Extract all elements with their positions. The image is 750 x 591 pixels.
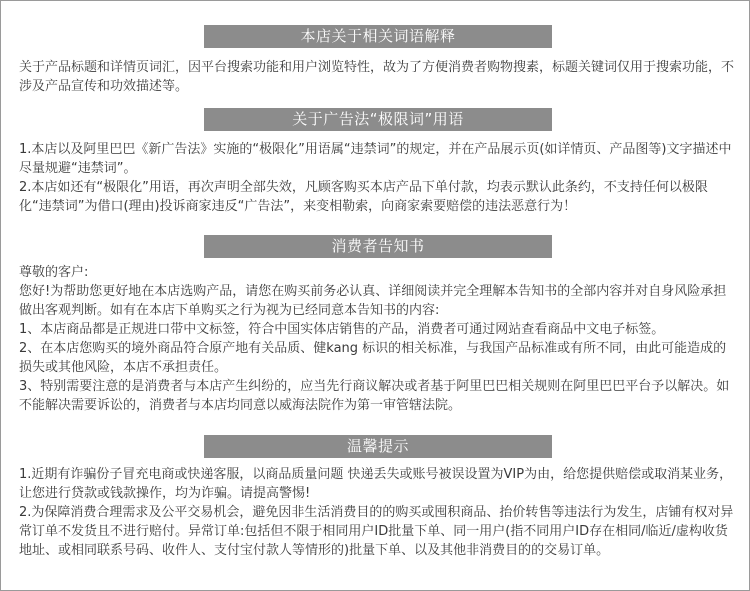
paragraph: 1.本店以及阿里巴巴《新广告法》实施的“极限化”用语属“违禁词”的规定，并在产品展示页(如详情页、产品图等)文字描述中尽量规避“违禁词”。 (19, 142, 732, 176)
section-body-terms (19, 58, 734, 96)
section-body-ad-law (19, 140, 734, 216)
section-body-consumer-notice (19, 263, 734, 415)
paragraph: 1.近期有诈骗份子冒充电商或快递客服，以商品质量问题 快递丢失或账号被误设置为VIP为由，给您提供赔偿或取消某业务，让您进行贷款或钱款操作，均为诈骗。请提高警惕! (19, 467, 733, 501)
section-title-terms: 本店关于相关词语解释 (204, 25, 552, 48)
section-title-ad-law: 关于广告法“极限词”用语 (204, 108, 552, 131)
paragraph: 2、在本店您购买的境外商品符合原产地有关品质、健kang 标识的相关标准，与我国产品标准或有所不同，由此可能造成的损失或其他风险，本店不承担责任。 (19, 341, 727, 375)
paragraph: 您好!为帮助您更好地在本店选购产品，请您在购买前务必认真、详细阅读并完全理解本告知书的全部内容并对自身风险承担做出客观判断。如有在本店下单购买之行为视为已经同意本告知书的内容: (19, 284, 727, 318)
paragraph: 关于产品标题和详情页词汇，因平台搜索功能和用户浏览特性，故为了方便消费者购物搜素，标题关键词仅用于搜索功能，不涉及产品宣传和功效描述等。 (19, 60, 735, 94)
paragraph: 2.为保障消费合理需求及公平交易机会，避免因非生活消费目的的购买或囤积商品、抬价转售等违法行为发生，店铺有权对异常订单不发货且不进行赔付。异常订单:包括但不限于相同用户ID批量下单、同一用户(指不同用户ID存在相同/临近/虚构收货地址、或相同联系号码、收件人、支付宝付款人等情形的)批量下单、以及其他非消费目的的交易订单。 (19, 505, 734, 558)
section-title-warm-tips: 温馨提示 (204, 435, 552, 458)
paragraph: 1、本店商品都是正规进口带中文标签，符合中国实体店销售的产品，消费者可通过网站查看商品中文电子标签。 (19, 322, 665, 337)
section-body-warm-tips (19, 465, 734, 560)
paragraph: 尊敬的客户: (19, 265, 89, 280)
section-title-consumer-notice: 消费者告知书 (204, 235, 552, 258)
paragraph: 3、特别需要注意的是消费者与本店产生纠纷的，应当先行商议解决或者基于阿里巴巴相关规则在阿里巴巴平台予以解决。如不能解决需要诉讼的，消费者与本店均同意以威海法院作为第一审管辖法院。 (19, 379, 730, 413)
paragraph: 2.本店如还有“极限化”用语，再次声明全部失效，凡顾客购买本店产品下单付款，均表示默认此条约，不支持任何以极限化“违禁词”为借口(理由)投诉商家违反“广告法”，来变相勒索，向商家索要赔偿的违法恶意行为！ (19, 180, 708, 214)
